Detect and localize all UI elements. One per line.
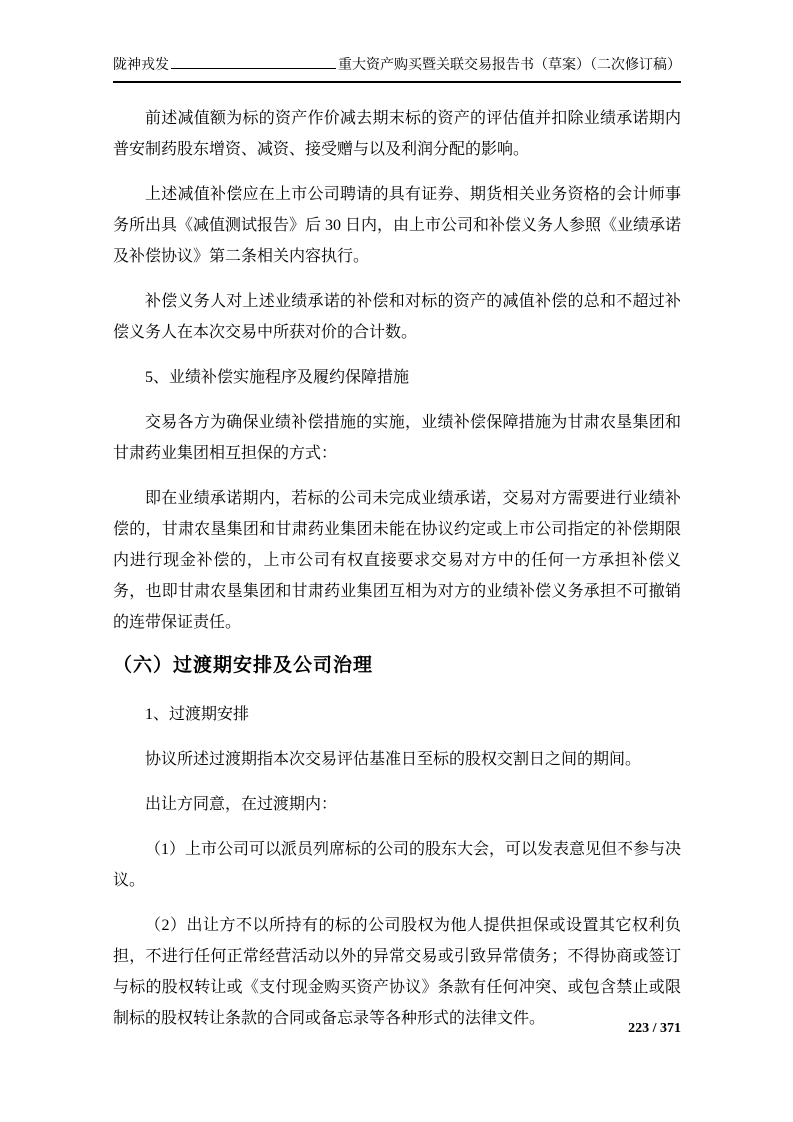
- paragraph-guarantee-method: 交易各方为确保业绩补偿措施的实施，业绩补偿保障措施为甘肃农垦集团和甘肃药业集团相互担保的方式：: [113, 414, 681, 462]
- paragraph-transferor-agrees: 出让方同意，在过渡期内：: [145, 796, 338, 813]
- paragraph-item-2: （2）出让方不以所持有的标的公司股权为他人提供担保或设置其它权利负担，不进行任何正常经营活动以外的异常交易或引致异常债务；不得协商或签订与标的股权转让或《支付现金购买资产协议》条款有任何冲突、或包含禁止或限制标的股权转让条款的合同或备忘录等各种形式的法律文件。: [113, 917, 681, 1027]
- header-rule: [171, 53, 336, 69]
- section-heading-6: （六）过渡期安排及公司治理: [113, 655, 374, 676]
- paragraph-transition-period-definition: 协议所述过渡期指本次交易评估基准日至标的股权交割日之间的期间。: [145, 751, 642, 768]
- document-page: [113, 0, 681, 1122]
- document-body: [113, 103, 681, 1034]
- page-footer: [628, 1021, 681, 1037]
- header-company-name: 陇神戎发: [113, 58, 169, 73]
- paragraph-compensation-cap: 补偿义务人对上述业绩承诺的补偿和对标的资产的减值补偿的总和不超过补偿义务人在本次交易中所获对价的合计数。: [113, 293, 681, 341]
- page-number: 223 / 371: [628, 1021, 681, 1036]
- paragraph-impairment-compensation: 上述减值补偿应在上市公司聘请的具有证券、期货相关业务资格的会计师事务所出具《减值测试报告》后 30 日内，由上市公司和补偿义务人参照《业绩承诺及补偿协议》第二条相关内容执行。: [113, 186, 682, 265]
- subsection-heading-1: 1、过渡期安排: [145, 706, 250, 723]
- header-document-title: 重大资产购买暨关联交易报告书（草案）（二次修订稿）: [338, 58, 681, 73]
- paragraph-joint-guarantee: 即在业绩承诺期内，若标的公司未完成业绩承诺，交易对方需要进行业绩补偿的，甘肃农垦集团和甘肃药业集团未能在协议约定或上市公司指定的补偿期限内进行现金补偿的，上市公司有权直接要求交易对方中的任何一方承担补偿义务，也即甘肃农垦集团和甘肃药业集团互相为对方的业绩补偿义务承担不可撤销的连带保证责任。: [113, 490, 681, 631]
- paragraph-item-1: （1）上市公司可以派员列席标的公司的股东大会，可以发表意见但不参与决议。: [113, 841, 682, 889]
- section-heading-5: 5、业绩补偿实施程序及履约保障措施: [145, 369, 410, 386]
- paragraph-impairment-definition: 前述减值额为标的资产作价减去期末标的资产的评估值并扣除业绩承诺期内普安制药股东增资、减资、接受赠与以及利润分配的影响。: [113, 110, 681, 158]
- page-header: [113, 53, 681, 83]
